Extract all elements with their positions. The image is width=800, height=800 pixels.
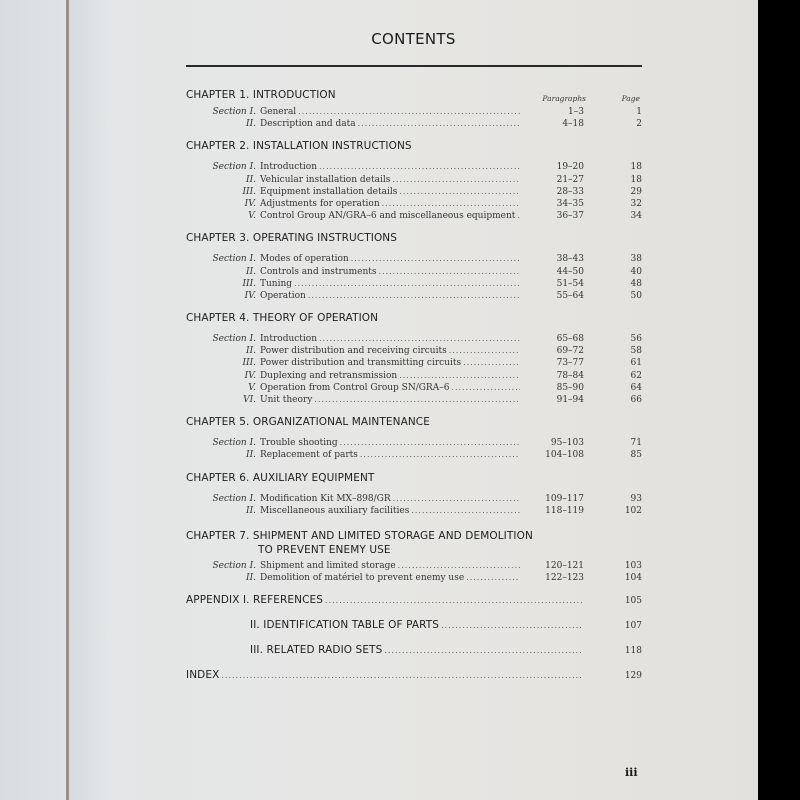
- toc-entry: III. Equipment installation details ..... 28–33 29: [186, 186, 642, 198]
- toc-entry: Section I. General ..... 1–3 1: [186, 106, 642, 118]
- chapter-heading-line2: TO PREVENT ENEMY USE: [258, 543, 391, 556]
- toc-entry: V. Operation from Control Group SN/GRA–6 ..... 85–90 64: [186, 382, 642, 394]
- toc-entry: Section I. Introduction ..... 65–68 56: [186, 333, 642, 345]
- paragraphs-column-header: Paragraphs: [542, 94, 586, 103]
- title-rule: [186, 65, 642, 67]
- appendix-entry: II. IDENTIFICATION TABLE OF PARTS ..... 107: [186, 619, 642, 644]
- chapter-3: [186, 229, 642, 302]
- chapter-5: [186, 413, 642, 461]
- toc-entry: II. Vehicular installation details ..... 21–27 18: [186, 174, 642, 186]
- page-number: iii: [625, 766, 638, 779]
- toc-entry: Section I. Modes of operation ..... 38–43 38: [186, 253, 642, 265]
- page-column-header: Page: [621, 94, 640, 103]
- chapter-heading: CHAPTER 7. SHIPMENT AND LIMITED STORAGE AND DEMOLITION: [186, 529, 533, 542]
- toc-entry: VI. Unit theory ..... 91–94 66: [186, 394, 642, 406]
- chapter-heading: CHAPTER 3. OPERATING INSTRUCTIONS: [186, 232, 398, 245]
- appendix-entry: APPENDIX I. REFERENCES ..... 105: [186, 594, 642, 619]
- toc-entry: IV. Adjustments for operation ..... 34–35 32: [186, 198, 642, 210]
- toc-entry: Section I. Trouble shooting ..... 95–103 71: [186, 437, 642, 449]
- toc-entry: Section I. Modification Kit MX–898/GR ..... 109–117 93: [186, 493, 642, 505]
- toc-entry: II. Description and data ..... 4–18 2: [186, 118, 642, 130]
- chapter-1: [186, 86, 642, 130]
- appendices: [186, 594, 642, 694]
- toc-entry: III. Power distribution and transmitting circuits ..... 73–77 61: [186, 357, 642, 369]
- contents-page: [69, 0, 758, 800]
- chapter-4: [186, 309, 642, 406]
- chapter-heading: CHAPTER 1. INTRODUCTION: [186, 89, 336, 101]
- toc-entry: II. Replacement of parts ..... 104–108 85: [186, 449, 642, 461]
- toc-entry: II. Demolition of matériel to prevent enemy use ..... 122–123 104: [186, 572, 642, 584]
- chapter-7: [186, 524, 642, 584]
- toc-entry: Section I. Shipment and limited storage ..... 120–121 103: [186, 560, 642, 572]
- chapter-heading: CHAPTER 2. INSTALLATION INSTRUCTIONS: [186, 140, 412, 153]
- toc-entry: IV. Operation ..... 55–64 50: [186, 290, 642, 302]
- toc-entry: V. Control Group AN/GRA–6 and miscellaneous equipment ..... 36–37 34: [186, 210, 642, 222]
- index-entry: INDEX ..... 129: [186, 669, 642, 694]
- toc-entry: Section I. Introduction ..... 19–20 18: [186, 161, 642, 173]
- table-of-contents: [186, 86, 642, 694]
- facing-page-edge: [0, 0, 67, 800]
- toc-entry: III. Tuning ..... 51–54 48: [186, 278, 642, 290]
- page-title: CONTENTS: [371, 30, 456, 48]
- appendix-entry: III. RELATED RADIO SETS ..... 118: [186, 644, 642, 669]
- chapter-heading: CHAPTER 4. THEORY OF OPERATION: [186, 312, 379, 325]
- chapter-heading: CHAPTER 6. AUXILIARY EQUIPMENT: [186, 471, 375, 484]
- chapter-heading: CHAPTER 5. ORGANIZATIONAL MAINTENANCE: [186, 416, 430, 429]
- chapter-2: [186, 137, 642, 222]
- toc-entry: II. Miscellaneous auxiliary facilities ..... 118–119 102: [186, 505, 642, 517]
- toc-entry: II. Controls and instruments ..... 44–50 40: [186, 266, 642, 278]
- chapter-6: [186, 469, 642, 517]
- toc-entry: IV. Duplexing and retransmission ..... 78–84 62: [186, 370, 642, 382]
- toc-entry: II. Power distribution and receiving circuits ..... 69–72 58: [186, 345, 642, 357]
